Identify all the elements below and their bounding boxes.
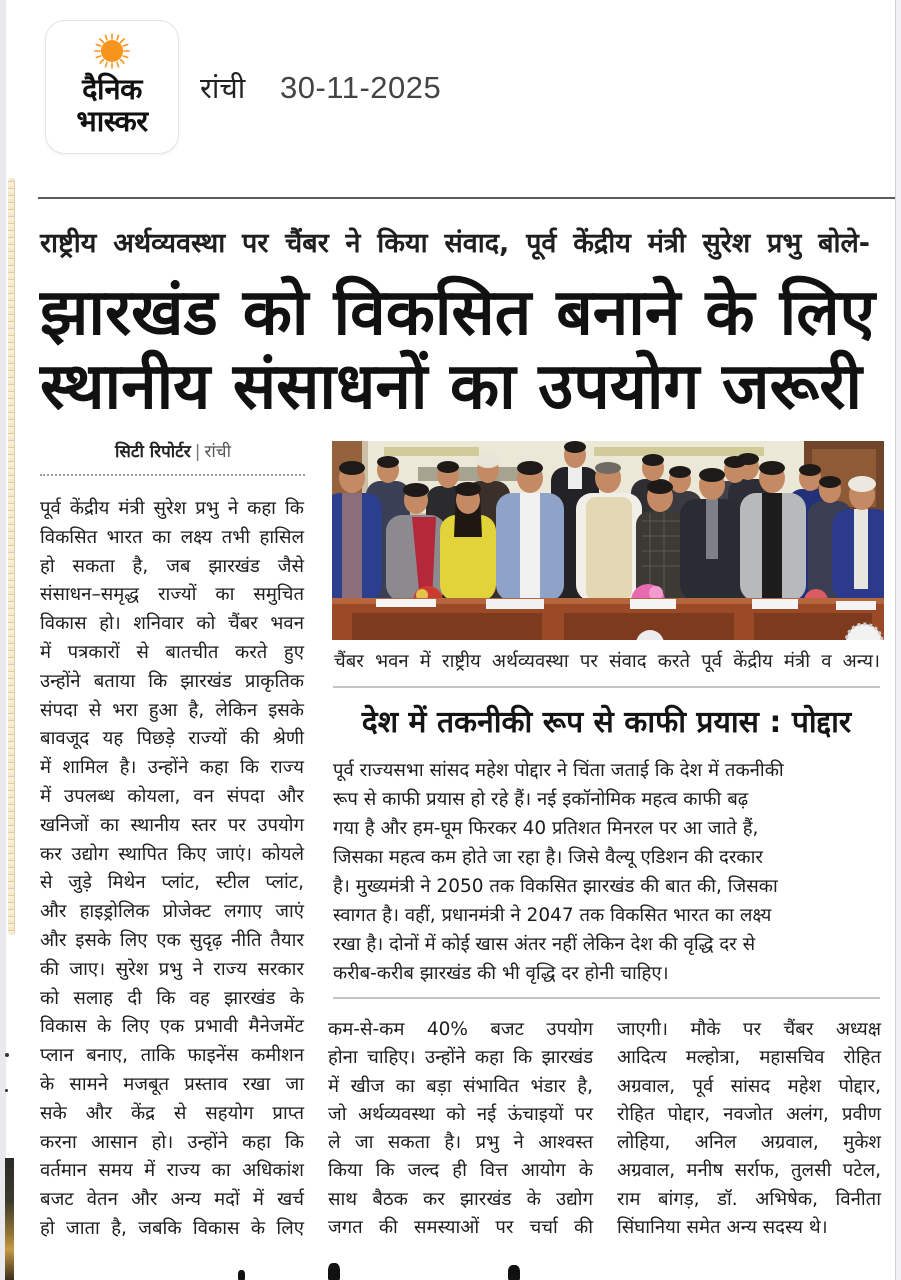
edge-speck xyxy=(5,1089,8,1092)
byline-separator: | xyxy=(194,442,201,462)
body-line: करना आसान हो। उन्होंने कहा कि xyxy=(40,1131,304,1153)
torn-paper-edge xyxy=(8,178,15,935)
body-line: पूर्व केंद्रीय मंत्री सुरेश प्रभु ने कहा कि xyxy=(40,498,304,519)
body-line: संसाधन–समृद्ध राज्यों का समुचित xyxy=(40,584,304,606)
section-divider xyxy=(333,997,880,999)
conference-desk xyxy=(332,598,884,640)
sun-icon xyxy=(94,33,130,69)
body-line: कम-से-कम 40% बजट उपयोग xyxy=(328,1019,593,1040)
body-line: रखा है। दोनों में कोई खास अंतर नहीं लेकिन देश की वृद्धि दर से xyxy=(333,934,756,955)
logo-text-line1: दैनिक xyxy=(82,72,142,106)
body-line: बजट वेतन और अन्य मदों में खर्च xyxy=(40,1189,304,1211)
body-line: अग्रवाल, पूर्व सांसद महेश पोद्दार, xyxy=(617,1075,881,1097)
body-line: जो अर्थव्यवस्था को नई ऊंचाइयों पर xyxy=(328,1103,593,1125)
body-line: विकास के लिए एक प्रभावी मैनेजमेंट xyxy=(40,1016,304,1038)
body-line: साथ बैठक कर झारखंड के उद्योग xyxy=(328,1188,593,1210)
body-line: आदित्य मल्होत्रा, महासचिव रोहित xyxy=(617,1047,881,1069)
dainik-bhaskar-logo xyxy=(45,20,179,154)
header-divider xyxy=(38,197,895,199)
body-line: विकसित भारत का लक्ष्य तभी हासिल xyxy=(40,526,304,548)
edition-date: 30-11-2025 xyxy=(280,70,442,105)
body-line: पूर्व राज्यसभा सांसद महेश पोद्दार ने चिंता जताई कि देश में तकनीकी xyxy=(333,760,784,781)
body-line: कर उद्योग स्थापित किए जाएं। कोयले xyxy=(40,843,304,865)
article-body-left-column xyxy=(40,495,304,1244)
byline-reporter: सिटी रिपोर्टर xyxy=(114,442,191,462)
body-line: रोहित पोद्दार, नवजोत अलंग, प्रवीण xyxy=(617,1103,881,1125)
left-screen-edge xyxy=(0,0,6,1280)
body-line: रूप से काफी प्रयास हो रहे हैं। नई इकॉनोमिक महत्व काफी बढ़ xyxy=(333,789,749,810)
main-headline-line2: स्थानीय संसाधनों का उपयोग जरूरी xyxy=(40,350,862,424)
body-line: खनिजों का स्थानीय स्तर पर उपयोग xyxy=(40,814,304,836)
body-line: संपदा से भरा हुआ है, लेकिन इसके xyxy=(40,699,304,721)
body-line: में शामिल है। उन्होंने कहा कि राज्य xyxy=(40,757,304,779)
section-divider xyxy=(333,686,880,688)
body-line: से जुड़े मिथेन प्लांट, स्टील प्लांट, xyxy=(40,872,304,894)
body-line: ले जा सकता है। प्रभु ने आश्वस्त xyxy=(328,1132,593,1154)
photo-caption: चैंबर भवन में राष्ट्रीय अर्थव्यवस्था पर संवाद करते पूर्व केंद्रीय मंत्री व अन्य। xyxy=(334,651,880,672)
byline-city: रांची xyxy=(204,442,232,462)
body-line: में खीज का बड़ा संभावित भंडार है, xyxy=(328,1075,593,1097)
group-photo-illustration xyxy=(332,441,884,640)
logo-text-line2: भास्कर xyxy=(76,104,148,138)
body-line: सके और केंद्र से सहयोग प्राप्त xyxy=(40,1102,304,1124)
body-line: में उपलब्ध कोयला, वन संपदा और xyxy=(40,785,304,807)
body-line: प्लान बनाए, ताकि फाइनेंस कमीशन xyxy=(40,1045,304,1067)
body-line: जिसका महत्व कम होते जा रहा है। जिसे वैल्यू एडिशन की दरकार xyxy=(333,847,763,868)
next-headline-fragment xyxy=(328,1263,340,1280)
next-headline-fragment xyxy=(238,1270,245,1280)
body-line: जाएगी। मौके पर चैंबर अध्यक्ष xyxy=(617,1019,881,1040)
body-line: राम बांगड़, डॉ. अभिषेक, विनीता xyxy=(617,1188,881,1210)
byline xyxy=(40,438,306,466)
article-photo xyxy=(332,441,884,640)
body-line: अग्रवाल, मनीष सर्राफ, तुलसी पटेल, xyxy=(617,1160,881,1182)
byline-dotted-rule xyxy=(40,474,305,476)
body-line: वर्तमान समय में राज्य का अधिकांश xyxy=(40,1160,304,1182)
right-screen-edge xyxy=(895,0,901,1280)
body-line: के सामने मजबूत प्रस्ताव रखा जा xyxy=(40,1073,304,1095)
body-line: बावजूद यह पिछड़े राज्यों की श्रेणी xyxy=(40,728,304,750)
kicker-headline: राष्ट्रीय अर्थव्यवस्था पर चैंबर ने किया संवाद, पूर्व केंद्रीय मंत्री सुरेश प्रभु बोले- xyxy=(40,228,870,259)
body-line: स्वागत है। वहीं, प्रधानमंत्री ने 2047 तक विकसित भारत का लक्ष्य xyxy=(333,905,772,926)
body-line: की जाए। सुरेश प्रभु ने राज्य सरकार xyxy=(40,958,304,980)
body-line: हो जाता है, जबकि विकास के लिए xyxy=(40,1217,304,1239)
body-line: और हाइड्रोलिक प्रोजेक्ट लगाए जाएं xyxy=(40,901,304,923)
body-line: होना चाहिए। उन्होंने कहा कि झारखंड xyxy=(328,1047,593,1069)
body-line: जगत की समस्याओं पर चर्चा की xyxy=(328,1217,593,1239)
edge-speck xyxy=(5,1053,9,1057)
body-line: किया कि जल्द ही वित्त आयोग के xyxy=(328,1160,593,1182)
edition-city: रांची xyxy=(200,71,246,105)
sub-story-headline: देश में तकनीकी रूप से काफी प्रयास : पोद्दार xyxy=(361,705,852,740)
sub-story-body xyxy=(333,756,873,988)
body-line: को सलाह दी कि वह झारखंड के xyxy=(40,987,304,1009)
body-line: उन्होंने बताया कि झारखंड प्राकृतिक xyxy=(40,670,304,692)
body-line: करीब-करीब झारखंड की भी वृद्धि दर होनी चाहिए। xyxy=(333,963,669,984)
body-line: और इसके लिए एक सुदृढ़ नीति तैयार xyxy=(40,929,304,951)
adjacent-photo-fragment xyxy=(5,1158,14,1280)
main-headline-line1: झारखंड को विकसित बनाने के लिए xyxy=(40,276,875,350)
body-line: हो सकता है, जब झारखंड जैसे xyxy=(40,555,304,577)
body-line: विकास हो। शनिवार को चैंबर भवन xyxy=(40,613,304,635)
article-body-middle-column xyxy=(328,1016,593,1242)
article-body-right-column xyxy=(617,1016,881,1242)
next-headline-fragment xyxy=(508,1265,520,1280)
body-line: में पत्रकारों से बातचीत करते हुए xyxy=(40,641,304,663)
body-line: सिंघानिया समेत अन्य सदस्य थे। xyxy=(617,1217,828,1239)
body-line: लोहिया, अनिल अग्रवाल, मुकेश xyxy=(617,1132,881,1154)
body-line: गया है और हम-घूम फिरकर 40 प्रतिशत मिनरल पर आ जाते हैं, xyxy=(333,818,759,839)
body-line: है। मुख्यमंत्री ने 2050 तक विकसित झारखंड की बात की, जिसका xyxy=(333,876,778,897)
